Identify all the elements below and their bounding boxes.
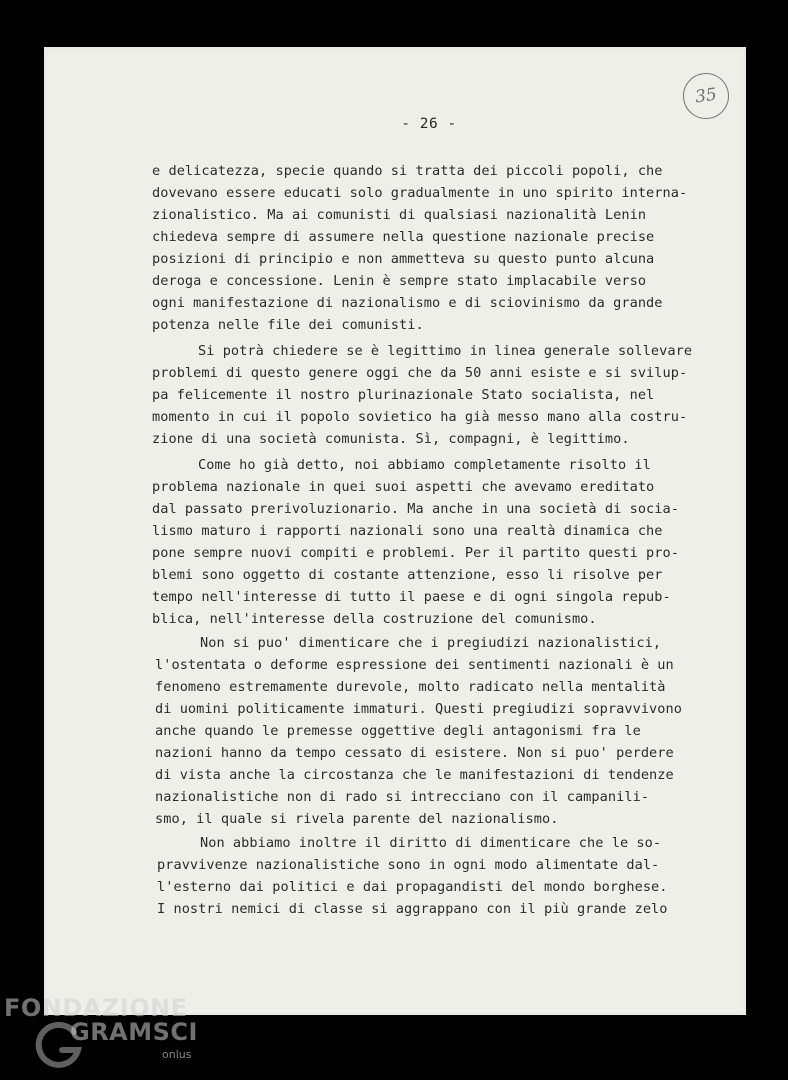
text-line: lismo maturo i rapporti nazionali sono una realtà dinamica che bbox=[152, 523, 663, 539]
fondazione-gramsci-watermark bbox=[4, 990, 204, 1070]
text-line: di vista anche la circostanza che le manifestazioni di tendenze bbox=[155, 767, 674, 783]
text-line: dovevano essere educati solo gradualmente in uno spirito interna- bbox=[152, 185, 688, 201]
text-line: smo, il quale si rivela parente del nazionalismo. bbox=[155, 811, 559, 827]
text-line: ogni manifestazione di nazionalismo e di sciovinismo da grande bbox=[152, 295, 663, 311]
watermark-onlus: onlus bbox=[162, 1048, 192, 1061]
text-line: di uomini politicamente immaturi. Questi pregiudizi sopravvivono bbox=[155, 701, 682, 717]
text-line: deroga e concessione. Lenin è sempre stato implacabile verso bbox=[152, 273, 647, 289]
text-line: tempo nell'interesse di tutto il paese e di ogni singola repub- bbox=[152, 589, 671, 605]
text-line: pone sempre nuovi compiti e problemi. Per il partito questi pro- bbox=[152, 545, 679, 561]
text-line: blemi sono oggetto di costante attenzione, esso li risolve per bbox=[152, 567, 663, 583]
text-line: dal passato prerivoluzionario. Ma anche in una società di socia- bbox=[152, 501, 679, 517]
watermark-gramsci: GRAMSCI bbox=[70, 1018, 198, 1046]
archive-stamp-number: 35 bbox=[693, 84, 719, 108]
text-line: l'esterno dai politici e dai propagandisti del mondo borghese. bbox=[157, 879, 668, 895]
text-line: e delicatezza, specie quando si tratta dei piccoli popoli, che bbox=[152, 163, 663, 179]
text-line: potenza nelle file dei comunisti. bbox=[152, 317, 424, 333]
watermark-fondazione: FONDAZIONE bbox=[4, 994, 188, 1022]
text-line: nazionalistiche non di rado si intrecciano con il campanili- bbox=[155, 789, 650, 805]
text-line: zionalistico. Ma ai comunisti di qualsiasi nazionalità Lenin bbox=[152, 207, 647, 223]
text-line: blica, nell'interesse della costruzione del comunismo. bbox=[152, 611, 597, 627]
text-line: zione di una società comunista. Sì, compagni, è legittimo. bbox=[152, 431, 630, 447]
text-line: Si potrà chiedere se è legittimo in linea generale sollevare bbox=[198, 343, 693, 359]
text-line: problemi di questo genere oggi che da 50 anni esiste e si svilup- bbox=[152, 365, 688, 381]
text-line: Come ho già detto, noi abbiamo completamente risolto il bbox=[198, 457, 651, 473]
text-line: Non si puo' dimenticare che i pregiudizi nazionalistici, bbox=[200, 635, 662, 651]
text-line: anche quando le premesse oggettive degli antagonismi fra le bbox=[155, 723, 641, 739]
text-line: pravvivenze nazionalistiche sono in ogni modo alimentate dal- bbox=[157, 857, 660, 873]
text-line: problema nazionale in quei suoi aspetti che avevamo ereditato bbox=[152, 479, 655, 495]
text-line: fenomeno estremamente durevole, molto radicato nella mentalità bbox=[155, 679, 666, 695]
text-line: I nostri nemici di classe si aggrappano con il più grande zelo bbox=[157, 901, 668, 917]
text-line: l'ostentata o deforme espressione dei sentimenti nazionali è un bbox=[155, 657, 674, 673]
text-line: chiedeva sempre di assumere nella questione nazionale precise bbox=[152, 229, 655, 245]
page-number: - 26 - bbox=[401, 116, 457, 132]
text-line: nazioni hanno da tempo cessato di esistere. Non si puo' perdere bbox=[155, 745, 674, 761]
text-line: momento in cui il popolo sovietico ha già messo mano alla costru- bbox=[152, 409, 688, 425]
text-line: posizioni di principio e non ammetteva su questo punto alcuna bbox=[152, 251, 655, 267]
text-line: Non abbiamo inoltre il diritto di dimenticare che le so- bbox=[200, 835, 662, 851]
text-line: pa felicemente il nostro plurinazionale Stato socialista, nel bbox=[152, 387, 655, 403]
archive-page-stamp bbox=[680, 70, 732, 122]
